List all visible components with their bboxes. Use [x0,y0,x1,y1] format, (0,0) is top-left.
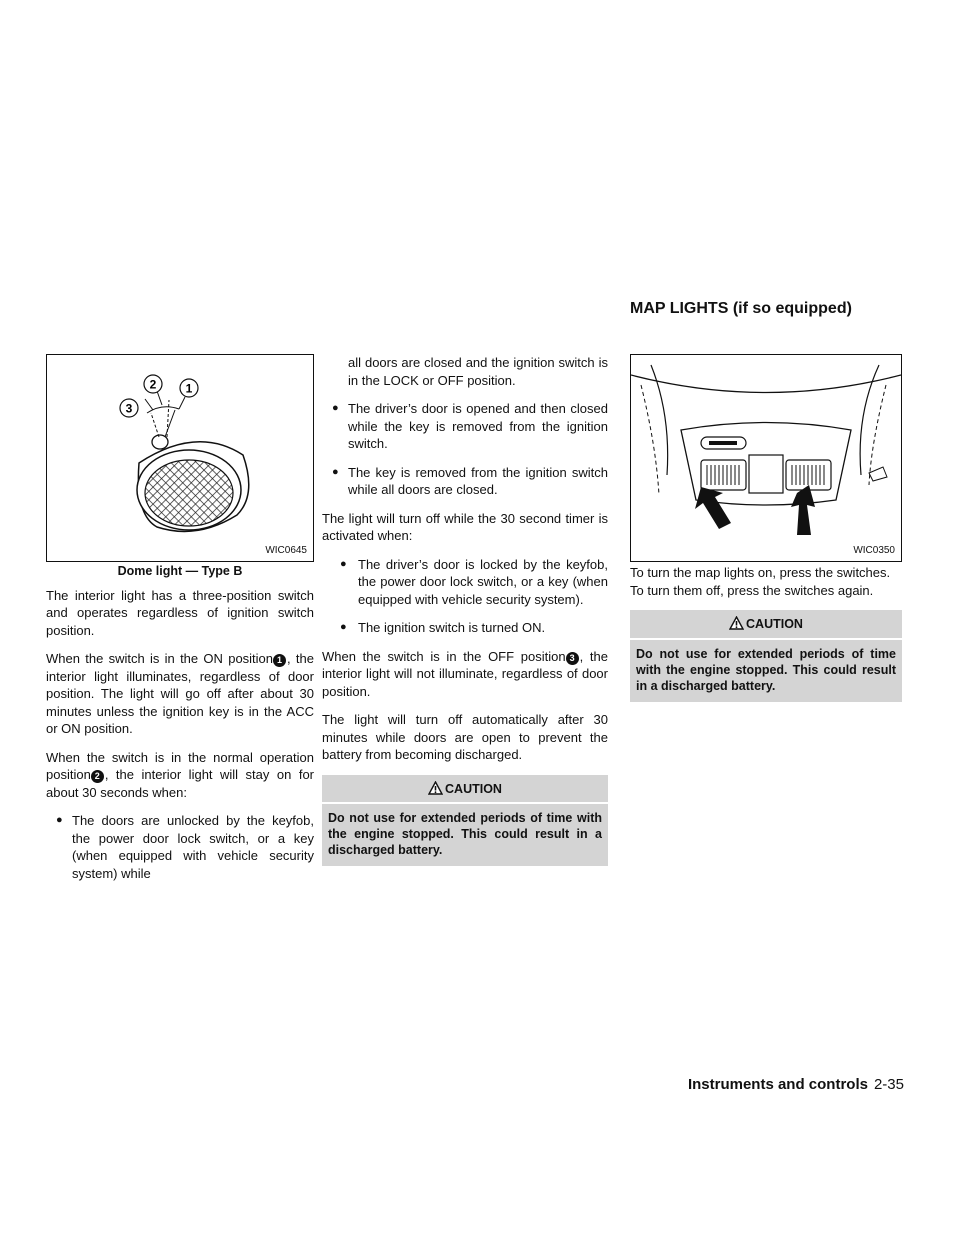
bullet-icon: ● [332,402,339,414]
dome-light-illustration [47,355,313,560]
figure-code: WIC0350 [851,542,897,560]
bullet-icon: ● [340,621,347,633]
bullet-icon: ● [56,814,63,826]
caution-text: Do not use for extended periods of time with the engine stopped. This could result in a discharged battery. [636,646,896,693]
dome-light-figure [46,354,314,562]
paragraph: The light will turn off automatically after 30 minutes while doors are open to prevent the battery from becoming discharged. [322,712,608,762]
list-item: ● The driver’s door is opened and then closed while the key is removed from the ignition switch. [332,401,608,451]
list-item: ● The driver’s door is locked by the keyfob, the power door lock switch, or a key (when equipped with vehicle security system). [340,556,608,607]
bullet-icon: ● [340,557,347,570]
caution-header: CAUTION [630,610,902,640]
svg-text:1: 1 [185,381,193,396]
paragraph: The light will turn off while the 30 second timer is activated when: [322,510,608,543]
figure-code: WIC0645 [263,542,309,560]
paragraph: When the switch is in the normal operation position 2 , the interior light will stay on for about 30 seconds when: [46,749,314,800]
column-2 [322,354,608,878]
bullet-icon: ● [332,465,339,478]
label-3 [120,399,138,417]
page-number: 2-35 [873,1076,904,1093]
list-item: ● The key is removed from the ignition switch while all doors are closed. [332,464,608,497]
section-title: MAP LIGHTS (if so equipped) [630,300,852,317]
column-1 [46,354,314,882]
caution-box [630,610,902,702]
list-item: ● The ignition switch is turned ON. [340,620,546,635]
map-lights-illustration [631,355,901,560]
caution-box [322,775,608,867]
list-item: ● The doors are unlocked by the keyfob, the power door lock switch, or a key (when equipped with vehicle security system) while [56,813,314,881]
number-badge: 2 [91,770,104,783]
map-lights-figure [630,354,902,562]
column-3 [630,354,902,714]
chapter-title: Instruments and controls [687,1076,868,1093]
number-badge: 3 [566,652,579,665]
label-2 [144,375,162,393]
paragraph: The interior light has a three-position switch and operates regardless of ignition switch position. [46,587,314,638]
figure-caption: Dome light — Type B [117,564,243,578]
paragraph: When the switch is in the ON position 1 , the interior light illuminates, regardless of door position. The light will go off after about 30 minutes unless the ignition key is in the ACC or ON position. [46,651,314,736]
warning-icon [428,781,443,795]
paragraph: To turn the map lights on, press the switches. To turn them off, press the switches again. [630,565,891,598]
label-1 [180,379,198,397]
caution-text: Do not use for extended periods of time with the engine stopped. This could result in a discharged battery. [328,811,602,857]
caution-header: CAUTION [322,775,608,805]
list-item-continued: all doors are closed and the ignition switch is in the LOCK or OFF position. [348,355,608,388]
svg-text:2: 2 [149,377,157,392]
paragraph: When the switch is in the OFF position 3 , the interior light will not illuminate, regardless of door position. [322,648,609,699]
page-footer [688,1076,904,1093]
svg-text:3: 3 [125,401,133,416]
number-badge: 1 [273,654,286,667]
warning-icon [729,616,744,630]
